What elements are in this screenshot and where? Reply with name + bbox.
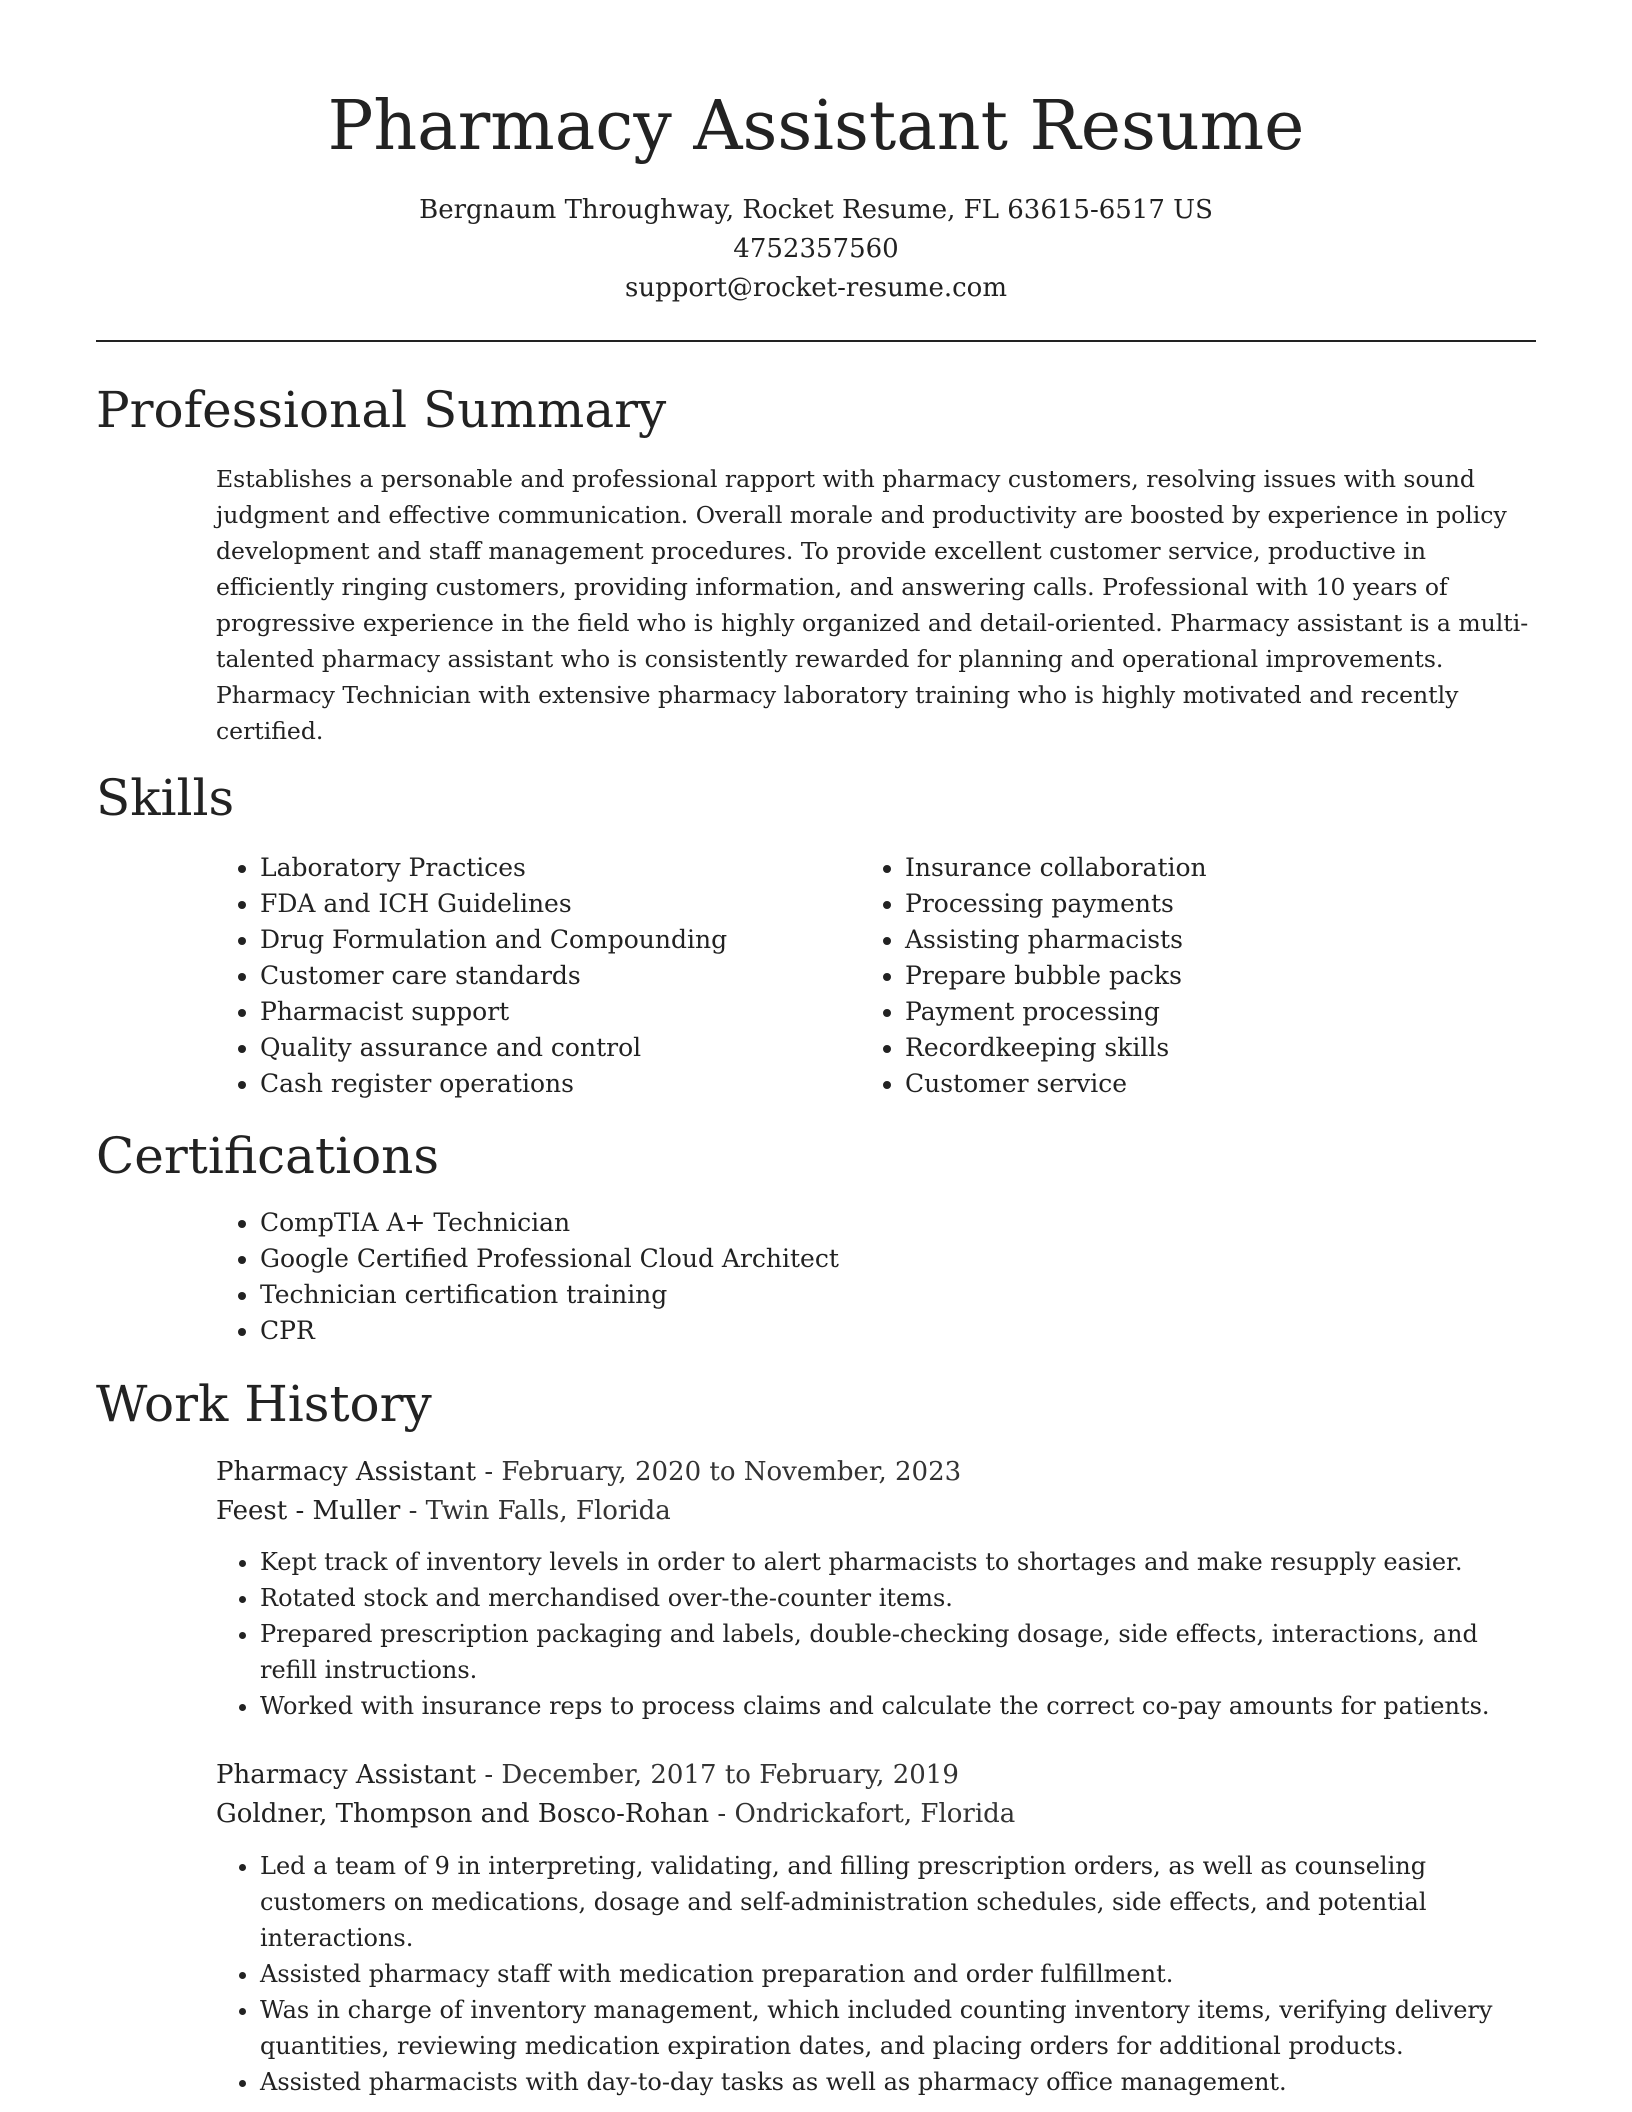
job-employer: [216, 1795, 1536, 1834]
job-company: Feest - Muller: [216, 1496, 401, 1526]
job-location: - Twin Falls, Florida: [400, 1496, 671, 1526]
job-duty-item: • Assisted pharmacists with day-to-day tasks as well as pharmacy office management.: [260, 2064, 1536, 2100]
page-title: Pharmacy Assistant Resume: [327, 87, 1305, 166]
job-duty-item: • Rotated stock and merchandised over-the-counter items.: [260, 1580, 1536, 1616]
job-entry: [216, 1756, 1536, 1834]
job-entry: [216, 1453, 1536, 1531]
job-duty-item: • Was in charge of inventory management, which included counting inventory items, verifying delivery quantities, reviewing medication expiration dates, and placing orders for additional products.: [260, 1992, 1536, 2064]
skills-right-column: [861, 850, 1461, 1102]
certification-item: • Google Certified Professional Cloud Architect: [260, 1241, 1216, 1277]
job-duty-item: • Worked with insurance reps to process claims and calculate the correct co-pay amounts for patients.: [260, 1688, 1536, 1724]
header-divider: [96, 340, 1536, 342]
job-duties: [216, 1848, 1536, 2100]
skills-left-column: [216, 850, 816, 1102]
skill-item: • Cash register operations: [260, 1066, 816, 1102]
skill-item: • FDA and ICH Guidelines: [260, 886, 816, 922]
job-role: Pharmacy Assistant: [216, 1760, 477, 1790]
contact-block: [0, 191, 1632, 308]
job-company: Goldner, Thompson and Bosco-Rohan: [216, 1799, 710, 1829]
skill-item: • Prepare bubble packs: [905, 958, 1461, 994]
skill-item: • Customer service: [905, 1066, 1461, 1102]
job-header: [216, 1756, 1536, 1795]
skills-heading: Skills: [96, 769, 235, 827]
contact-address: Bergnaum Throughway, Rocket Resume, FL 63615-6517 US: [419, 195, 1213, 225]
skill-item: • Processing payments: [905, 886, 1461, 922]
skill-item: • Drug Formulation and Compounding: [260, 922, 816, 958]
job-duty-item: • Prepared prescription packaging and labels, double-checking dosage, side effects, interactions, and refill instructions.: [260, 1616, 1536, 1688]
skill-item: • Pharmacist support: [260, 994, 816, 1030]
certification-item: • Technician certification training: [260, 1277, 1216, 1313]
skill-item: • Customer care standards: [260, 958, 816, 994]
job-role: Pharmacy Assistant: [216, 1457, 477, 1487]
skill-item: • Assisting pharmacists: [905, 922, 1461, 958]
job-employer: [216, 1492, 1536, 1531]
job-dates: - February, 2020 to November, 2023: [476, 1457, 962, 1487]
job-duty-item: • Kept track of inventory levels in order to alert pharmacists to shortages and make resupply easier.: [260, 1544, 1536, 1580]
skill-item: • Insurance collaboration: [905, 850, 1461, 886]
skill-item: • Payment processing: [905, 994, 1461, 1030]
certification-item: • CompTIA A+ Technician: [260, 1205, 1216, 1241]
job-duty-item: • Led a team of 9 in interpreting, validating, and filling prescription orders, as well as counseling customers on medications, dosage and self-administration schedules, side effects, and potential interactions.: [260, 1848, 1536, 1956]
job-duties: [216, 1544, 1536, 1724]
work-history-heading: Work History: [96, 1375, 432, 1433]
certifications-list: [216, 1205, 1216, 1349]
contact-email: support@rocket-resume.com: [624, 273, 1007, 303]
skill-item: • Recordkeeping skills: [905, 1030, 1461, 1066]
contact-phone: 4752357560: [733, 234, 899, 264]
skill-item: • Quality assurance and control: [260, 1030, 816, 1066]
certifications-heading: Certifications: [96, 1127, 440, 1185]
skill-item: • Laboratory Practices: [260, 850, 816, 886]
job-duty-item: • Assisted pharmacy staff with medication preparation and order fulfillment.: [260, 1956, 1536, 1992]
certification-item: • CPR: [260, 1313, 1216, 1349]
summary-text: Establishes a personable and professional rapport with pharmacy customers, resolving issues with sound judgment and effective communication. Overall morale and productivity are boosted by experience in policy development and staff management procedures. To provide excellent customer service, productive in efficiently ringing customers, providing information, and answering calls. Professional with 10 years of progressive experience in the field who is highly organized and detail-oriented. Pharmacy assistant is a multi-talented pharmacy assistant who is consistently rewarded for planning and operational improvements. Pharmacy Technician with extensive pharmacy laboratory training who is highly motivated and recently certified.: [216, 465, 1529, 745]
summary-heading: Professional Summary: [96, 381, 667, 439]
job-location: - Ondrickafort, Florida: [709, 1799, 1016, 1829]
job-header: [216, 1453, 1536, 1492]
job-dates: - December, 2017 to February, 2019: [476, 1760, 959, 1790]
